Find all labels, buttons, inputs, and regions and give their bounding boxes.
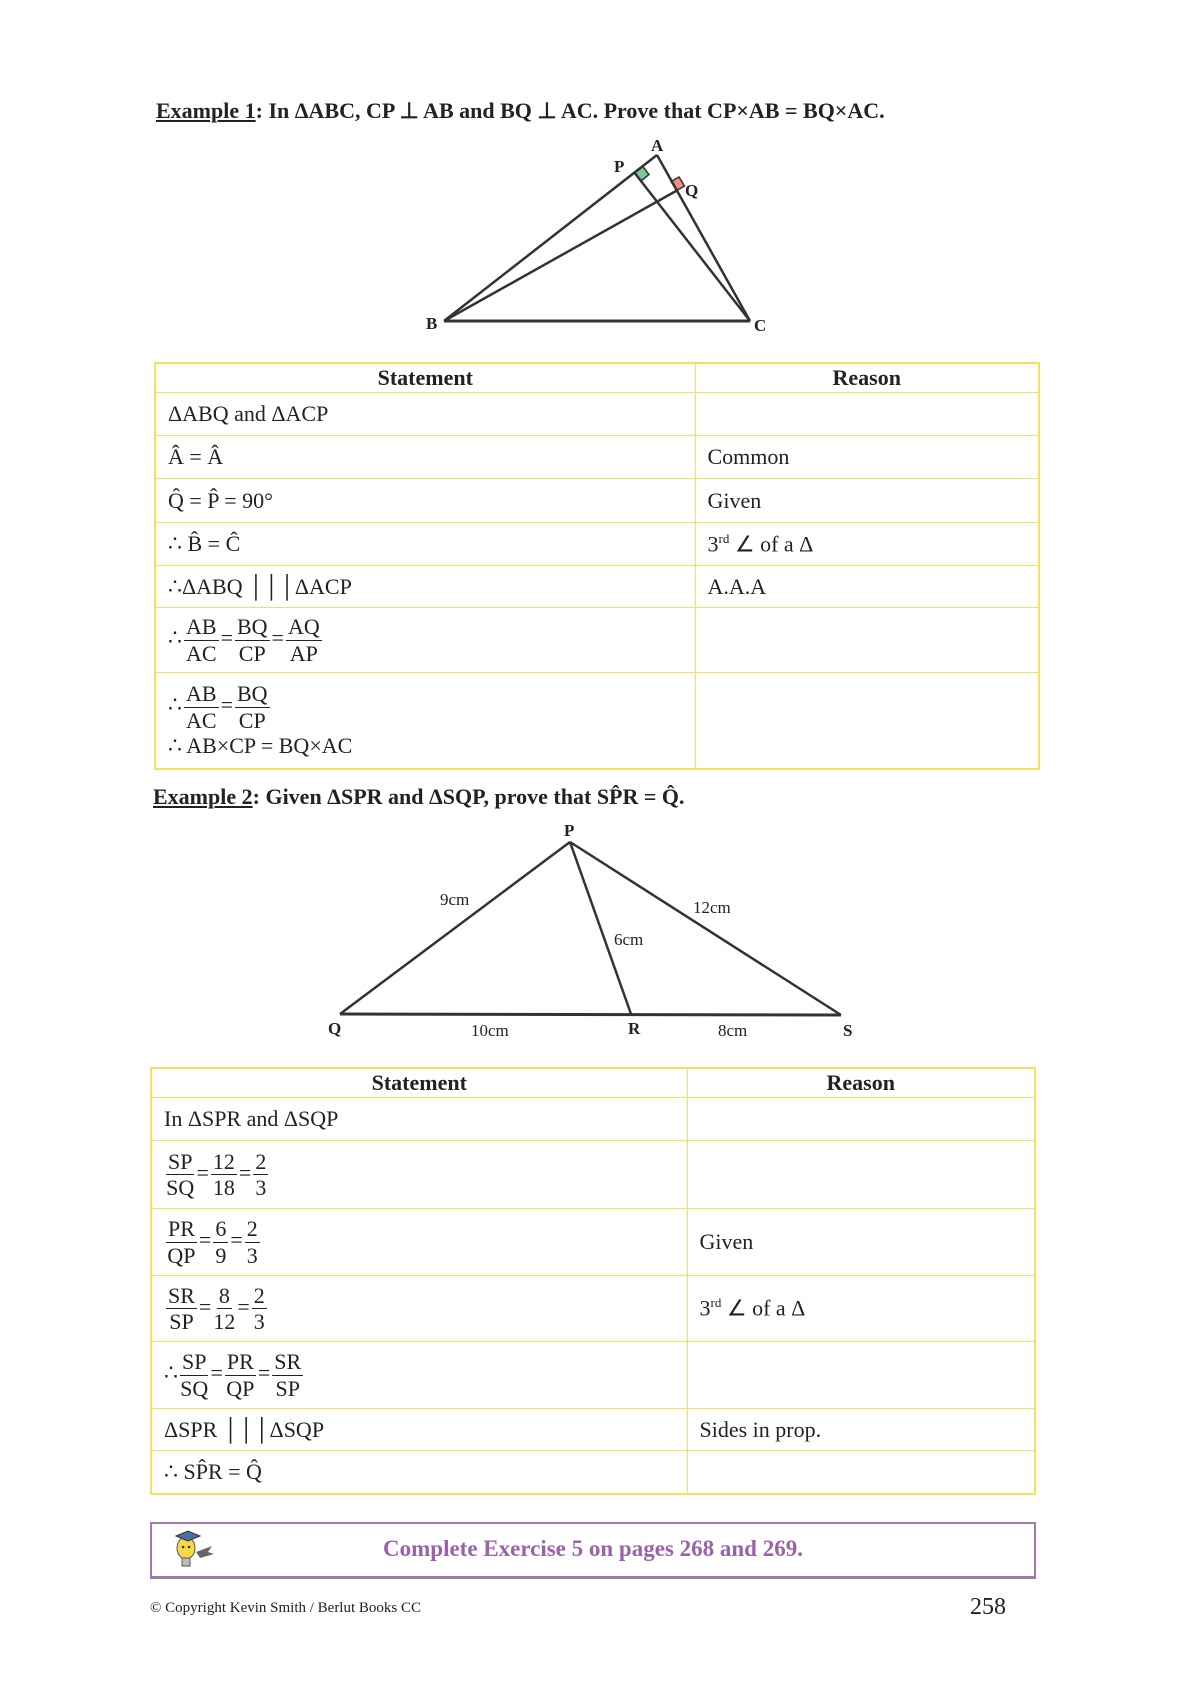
denominator: 9 <box>215 1242 227 1268</box>
numerator: AQ <box>287 614 320 640</box>
exercise-callout <box>150 1522 1036 1578</box>
statement-line <box>164 1106 675 1132</box>
statement-text: Â = Â <box>168 444 224 469</box>
example2-heading <box>153 784 685 810</box>
statement-text: = <box>230 1227 243 1253</box>
exercise-text: Complete Exercise 5 on pages 268 and 269. <box>383 1536 803 1561</box>
label-c: C <box>754 316 767 335</box>
label-length-ps: 12cm <box>693 898 731 917</box>
statement-line <box>168 488 683 514</box>
denominator: SP <box>275 1375 300 1401</box>
page-number: 258 <box>970 1594 1006 1620</box>
numerator: PR <box>168 1216 195 1242</box>
label-p: P <box>614 157 625 176</box>
fraction <box>235 614 270 666</box>
reason-cell <box>695 673 1039 769</box>
reason-cell <box>687 1276 1035 1342</box>
numerator: 8 <box>218 1282 230 1308</box>
numerator: SP <box>182 1349 207 1375</box>
statement-cell <box>151 1276 687 1342</box>
statement-text: = <box>210 1360 223 1386</box>
numerator: 2 <box>255 1148 267 1174</box>
fraction <box>166 1283 197 1335</box>
statement-cell <box>155 566 695 608</box>
statement-line <box>168 401 683 427</box>
statement-cell <box>151 1209 687 1276</box>
numerator: 12 <box>212 1148 235 1174</box>
label-length-pq: 9cm <box>440 890 470 909</box>
denominator: 18 <box>212 1175 235 1200</box>
fraction <box>253 1149 268 1201</box>
statement-line <box>164 1417 675 1443</box>
statement-cell <box>151 1409 687 1451</box>
numerator: 2 <box>246 1216 258 1242</box>
fraction <box>252 1283 267 1335</box>
side-ps <box>570 842 841 1015</box>
table-row <box>151 1342 1035 1409</box>
copyright: © Copyright Kevin Smith / Berlut Books CC <box>150 1600 421 1616</box>
table-row <box>151 1409 1035 1451</box>
example2-label: Example 2 <box>153 784 253 809</box>
fraction <box>166 1216 197 1268</box>
statement-line <box>164 1349 675 1401</box>
table-row <box>151 1276 1035 1342</box>
reason-text: ∠ of a Δ <box>721 1295 806 1321</box>
reason-cell: Sides in prop. <box>687 1409 1035 1451</box>
fraction <box>184 614 219 666</box>
label-length-rs: 8cm <box>718 1021 748 1040</box>
statement-line <box>168 531 683 557</box>
side-ac <box>657 155 750 321</box>
reason-cell <box>695 523 1039 566</box>
label-b: B <box>426 314 438 333</box>
statement-cell <box>151 1098 687 1141</box>
denominator: CP <box>238 707 266 733</box>
numerator: SR <box>168 1282 195 1308</box>
statement-line <box>168 733 683 759</box>
table-row <box>151 1098 1035 1141</box>
reason-text: 3 <box>699 1295 711 1321</box>
side-qs <box>340 1014 841 1015</box>
reason-cell <box>687 1141 1035 1209</box>
statement-text: = <box>271 625 284 651</box>
reason-header: Reason <box>687 1068 1035 1098</box>
denominator: AP <box>289 640 318 666</box>
reason-text: rd <box>718 530 730 546</box>
statement-text: = <box>220 692 233 718</box>
statement-text: = <box>220 625 233 651</box>
statement-cell <box>151 1342 687 1409</box>
side-pq <box>340 842 570 1014</box>
reason-cell: A.A.A <box>695 566 1039 608</box>
example1-label: Example 1 <box>156 98 256 123</box>
statement-text: ∴ SP̂R = Q̂ <box>164 1458 262 1484</box>
table-row <box>155 608 1039 673</box>
label-a: A <box>651 136 664 155</box>
reason-text: 3 <box>707 531 719 557</box>
numerator: AB <box>186 681 217 707</box>
statement-header: Statement <box>155 363 695 393</box>
numerator: SP <box>168 1148 193 1174</box>
statement-line <box>164 1459 675 1485</box>
table-row <box>155 673 1039 769</box>
statement-line <box>168 444 683 470</box>
denominator: SQ <box>180 1375 209 1401</box>
denominator: AC <box>186 640 217 666</box>
label-q: Q <box>685 181 699 200</box>
table-row <box>155 393 1039 436</box>
denominator: SQ <box>166 1175 195 1200</box>
example1-proof-table <box>154 362 1040 770</box>
table-row <box>155 479 1039 523</box>
table-row <box>151 1451 1035 1494</box>
reason-cell <box>687 1098 1035 1141</box>
fraction <box>166 1149 194 1201</box>
label-q2: Q <box>328 1019 342 1038</box>
statement-text: = <box>237 1293 250 1319</box>
segment-pr <box>570 842 631 1014</box>
statement-text: ∴ <box>164 1360 178 1386</box>
label-r2: R <box>628 1019 641 1038</box>
statement-text: In ΔSPR and ΔSQP <box>164 1106 339 1131</box>
numerator: BQ <box>236 681 268 707</box>
reason-cell: Given <box>687 1209 1035 1276</box>
numerator: 2 <box>253 1282 265 1308</box>
fraction <box>286 614 322 666</box>
numerator: SR <box>274 1349 302 1375</box>
statement-line <box>164 1149 675 1201</box>
triangle-abc-diagram <box>426 136 766 335</box>
reason-cell <box>687 1342 1035 1409</box>
fraction <box>211 1149 237 1201</box>
fraction <box>245 1216 260 1268</box>
fraction <box>235 681 270 733</box>
denominator: QP <box>167 1242 196 1268</box>
statement-text: ∴ B̂ = Ĉ <box>168 531 241 556</box>
reason-cell <box>695 393 1039 436</box>
statement-text: ∴ <box>168 625 182 651</box>
statement-text: ∴ΔABQ │││ΔACP <box>168 573 352 599</box>
statement-text: = <box>198 1293 212 1319</box>
reason-text: rd <box>710 1295 722 1311</box>
statement-cell <box>155 436 695 479</box>
statement-text: = <box>196 1159 209 1185</box>
statement-text: ΔABQ and ΔACP <box>168 401 329 426</box>
statement-text: ∴ AB×CP = BQ×AC <box>168 733 353 759</box>
denominator: 12 <box>213 1309 236 1334</box>
table-row <box>155 436 1039 479</box>
fraction <box>213 1216 228 1268</box>
example2-text: : Given ΔSPR and ΔSQP, prove that SP̂R = Q̂. <box>252 784 685 809</box>
table-row <box>151 1209 1035 1276</box>
table-row <box>155 566 1039 608</box>
example2-proof-table <box>150 1067 1036 1495</box>
denominator: QP <box>226 1375 255 1401</box>
denominator: CP <box>238 640 266 666</box>
numerator: BQ <box>236 614 268 640</box>
statement-text: = <box>257 1360 271 1386</box>
reason-cell: Common <box>695 436 1039 479</box>
fraction <box>272 1349 303 1401</box>
statement-line <box>164 1283 675 1335</box>
statement-cell <box>155 608 695 673</box>
statement-line <box>168 614 683 666</box>
statement-text: Q̂ = P̂ = 90° <box>168 487 273 513</box>
numerator: 6 <box>215 1216 227 1242</box>
label-length-pr: 6cm <box>614 930 644 949</box>
side-ab <box>444 155 657 321</box>
denominator: AC <box>186 707 217 733</box>
statement-text: = <box>238 1159 252 1185</box>
label-s2: S <box>843 1021 853 1040</box>
denominator: SP <box>169 1309 194 1334</box>
segment-bq <box>444 191 677 322</box>
example1-text: : In ΔABC, CP ⊥ AB and BQ ⊥ AC. Prove that CP×AB = BQ×AC. <box>255 98 885 123</box>
numerator: AB <box>186 614 217 640</box>
fraction <box>213 1283 235 1335</box>
statement-cell <box>151 1451 687 1494</box>
table-row <box>155 523 1039 566</box>
statement-text: ΔSPR │││ΔSQP <box>164 1416 325 1442</box>
fraction <box>184 681 219 733</box>
fraction <box>180 1349 208 1401</box>
denominator: 3 <box>246 1242 258 1268</box>
statement-cell <box>155 523 695 566</box>
label-length-qr: 10cm <box>471 1021 509 1040</box>
statement-cell <box>155 673 695 769</box>
label-p2: P <box>564 821 575 840</box>
statement-text: = <box>198 1227 212 1253</box>
statement-cell <box>155 479 695 523</box>
denominator: 3 <box>255 1175 267 1200</box>
reason-cell <box>687 1451 1035 1494</box>
statement-line <box>168 681 683 733</box>
statement-cell <box>155 393 695 436</box>
fraction <box>225 1349 256 1401</box>
statement-header: Statement <box>151 1068 687 1098</box>
reason-cell: Given <box>695 479 1039 523</box>
statement-line <box>164 1216 675 1268</box>
statement-text: ∴ <box>168 692 182 718</box>
statement-cell <box>151 1141 687 1209</box>
triangle-pqs-diagram <box>328 821 852 1040</box>
reason-cell <box>695 608 1039 673</box>
statement-line <box>168 574 683 600</box>
table-row <box>151 1141 1035 1209</box>
reason-header: Reason <box>695 363 1039 393</box>
reason-text: ∠ of a Δ <box>729 531 814 557</box>
denominator: 3 <box>253 1309 265 1334</box>
numerator: PR <box>226 1349 254 1375</box>
